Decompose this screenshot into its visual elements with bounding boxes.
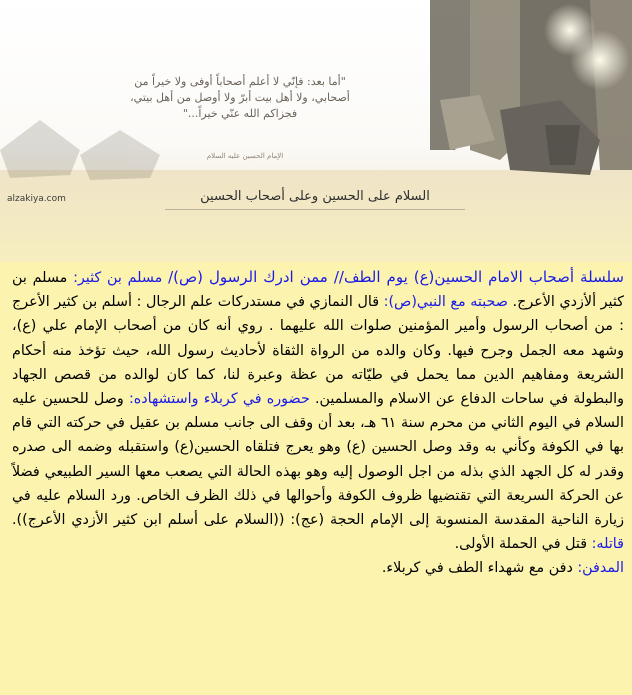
quote-line-2: أصحابي، ولا أهل بيت أبرّ ولا أوصل من أهل بيتي، xyxy=(130,91,350,104)
companion-text: قال النمازي في مستدركات علم الرجال : أسلم بن كثير الأعرج : من أصحاب الرسول وأمير المؤمنين صلوات الله عليهما . روي أنه كان من أصحاب الإمام علي (ع)، وشهد معه الجمل وجرح فيها. وكان والده من الرواة الثقاة لأحاديث رسول الله، حيث تؤخذ منه أحكام الشريعة ومفاهيم الدين مما يحمل في طيّاته من عظة وعبرة لنا، كما كان لوالده من قصص الجهاد والبطولة في ساحات الدفاع عن الاسلام والمسلمين. xyxy=(12,294,624,408)
site-watermark: alzakiya.com xyxy=(7,194,66,204)
article-body xyxy=(12,265,624,695)
killer-text: قتل في الحملة الأولى. xyxy=(454,536,592,553)
killer-label: قاتله: xyxy=(591,536,624,553)
header-banner-image xyxy=(0,0,632,262)
presence-label: حضوره في كربلاء واستشهاده: xyxy=(128,391,310,408)
article-title: سلسلة أصحاب الامام الحسين(ع) يوم الطف// ممن ادرك الرسول (ص)/ xyxy=(168,268,624,286)
presence-text: وصل للحسين عليه السلام في اليوم الثاني من محرم سنة ٦١ هـ، بعد أن وقف الى جانب مسلم بن عقيل في حركته التي قام بها في الكوفة وكأني به وقد وصل الحسين (ع) وهو يعرج فتلقاه الحسين(ع) واستقبله وضمه الى صدره وقدر له كل الجهد الذي بذله من اجل الوصول إليه وهو بهذه الحالة التي يصعب معها السير الطبيعي فضلاً عن الحركة السريعة التي تقتضيها ظروف الكوفة وأحوالها في ذلك الظرف الخاص. ورد السلام عليه في زيارة الناحية المقدسة المنسوبة إلى الإمام الحجة (عج): ((السلام على أسلم ابن كثير الأزدي الأعرج)). xyxy=(12,391,624,529)
name-label: مسلم بن كثير: xyxy=(73,270,163,286)
banner-greeting: السلام على الحسين وعلى أصحاب الحسين xyxy=(200,189,430,204)
banner-divider xyxy=(165,209,465,210)
quote-line-3: فجزاكم الله عنّي خيراً..." xyxy=(182,107,298,120)
quote-text xyxy=(60,74,420,122)
quote-line-1: "أما بعد: فإنّي لا أعلم أصحاباً أوفى ولا خيراً من xyxy=(134,75,346,88)
burial-text: دفن مع شهداء الطف في كربلاء. xyxy=(381,560,578,577)
burial-label: المدفن: xyxy=(577,560,624,577)
quote-attribution: الإمام الحسين عليه السلام xyxy=(206,152,284,160)
banner-illustration xyxy=(0,0,632,262)
companion-label: صحبته مع النبي(ص): xyxy=(383,294,508,311)
intro-text: مسلم بن كثير ألأزدي الأعرج. xyxy=(12,270,624,311)
